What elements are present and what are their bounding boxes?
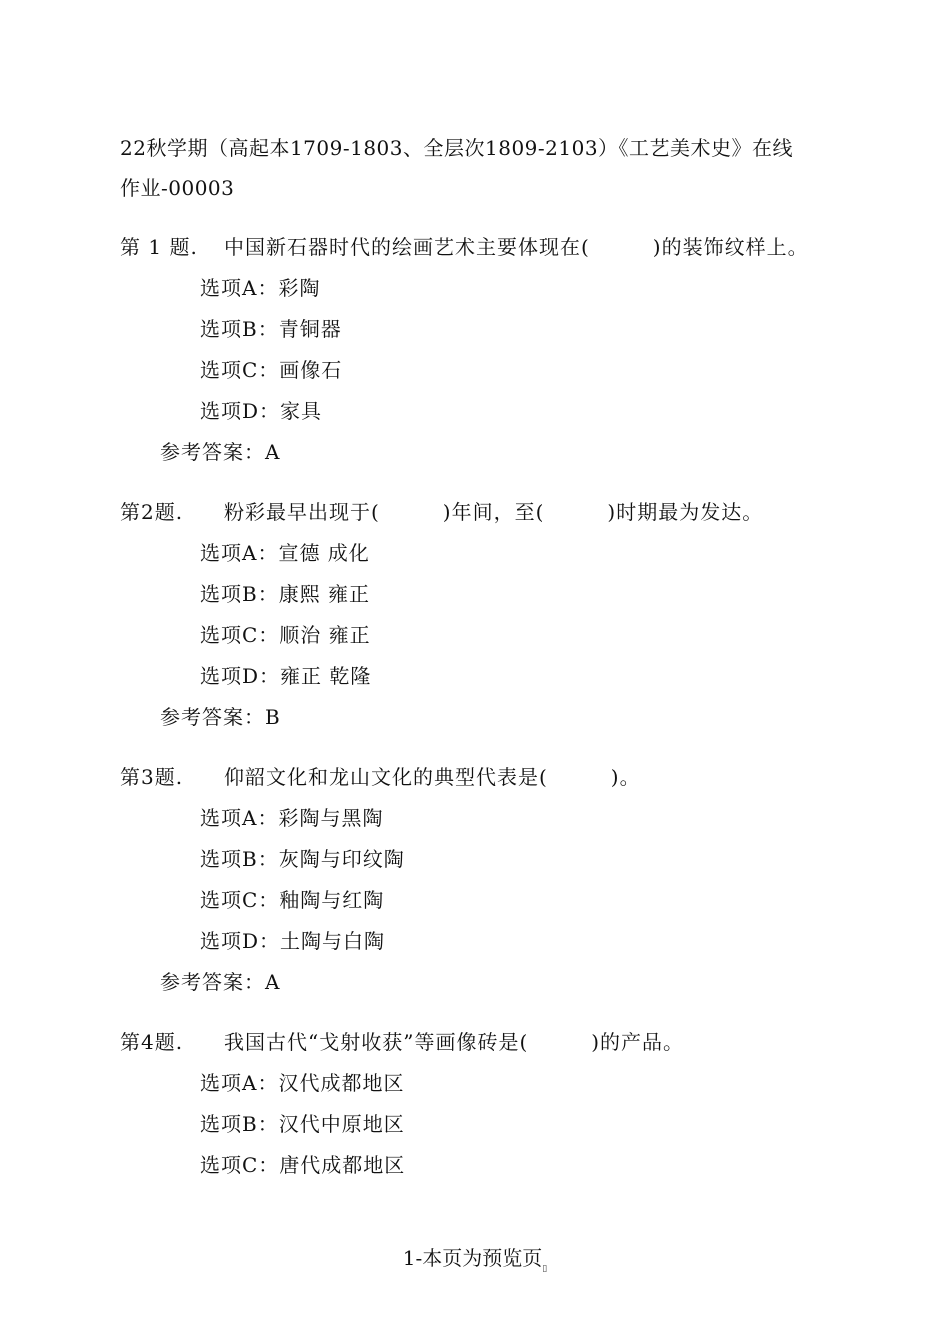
page-footer [0,1244,950,1283]
option-b: 选项B：灰陶与印纹陶 [200,847,405,871]
question-4 [120,1028,880,1192]
question-text: 中国新石器时代的绘画艺术主要体现在( )的装饰纹样上。 [224,235,809,259]
option-c: 选项C：唐代成都地区 [200,1153,406,1177]
reference-answer: 参考答案：A [160,440,281,464]
question-number: 第2题. [120,500,184,524]
question-text: 我国古代“戈射收获”等画像砖是( )的产品。 [224,1030,685,1054]
question-1 [120,233,880,479]
question-stem [120,1028,880,1069]
reference-answer: 参考答案：B [160,705,281,729]
question-stem [120,233,880,274]
option-d: 选项D：家具 [200,399,323,423]
question-number: 第 1 题. [120,235,198,259]
question-number: 第3题. [120,765,184,789]
question-3 [120,763,880,1009]
reference-answer: 参考答案：A [160,970,281,994]
preview-page-label: 1-本页为预览页 [402,1246,543,1270]
question-2 [120,498,880,744]
option-a: 选项A：彩陶 [200,276,321,300]
option-d: 选项D：土陶与白陶 [200,929,386,953]
option-b: 选项B：汉代中原地区 [200,1112,405,1136]
document-title [120,128,840,208]
question-stem [120,498,880,539]
option-b: 选项B：青铜器 [200,317,342,341]
option-d: 选项D：雍正 乾隆 [200,664,372,688]
option-c: 选项C：画像石 [200,358,343,382]
option-c: 选项C：顺治 雍正 [200,623,371,647]
placeholder-glyph-icon: ▯ [542,1264,548,1274]
option-a: 选项A：汉代成都地区 [200,1071,405,1095]
option-a: 选项A：彩陶与黑陶 [200,806,384,830]
option-a: 选项A：宣德 成化 [200,541,370,565]
question-text: 粉彩最早出现于( )年间，至( )时期最为发达。 [224,500,764,524]
title-line-2: 作业-00003 [120,176,235,200]
question-text: 仰韶文化和龙山文化的典型代表是( )。 [224,765,641,789]
option-c: 选项C：釉陶与红陶 [200,888,385,912]
question-stem [120,763,880,804]
option-b: 选项B：康熙 雍正 [200,582,371,606]
question-number: 第4题. [120,1030,184,1054]
title-line-1: 22秋学期（高起本1709-1803、全层次1809-2103）《工艺美术史》在线 [120,136,794,160]
